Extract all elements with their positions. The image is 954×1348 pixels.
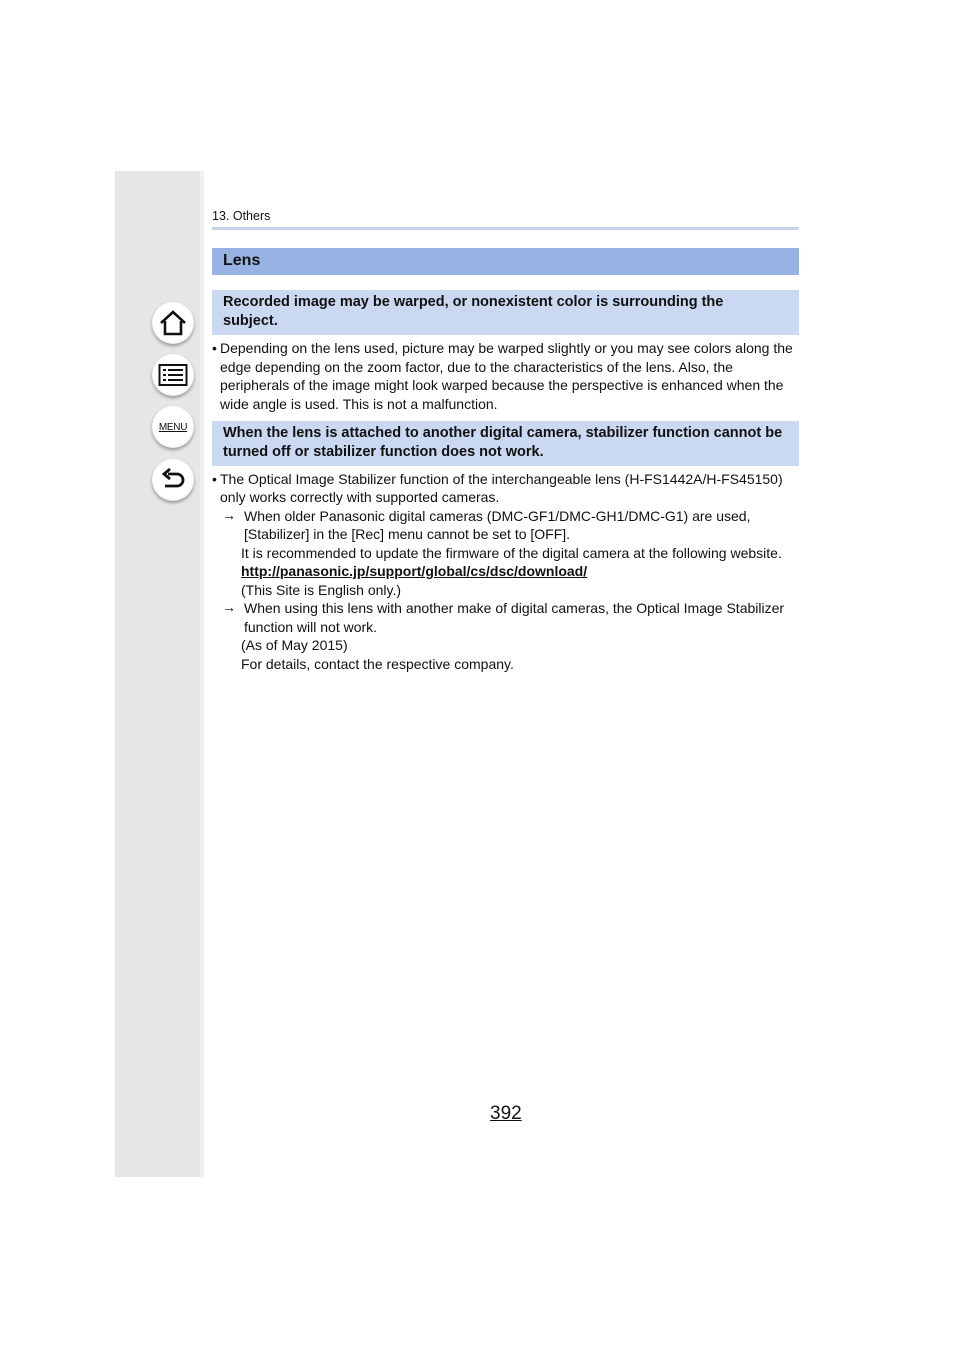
text-line: It is recommended to update the firmware of the digital camera at the following website. [241,545,782,561]
subheading-line: When the lens is attached to another digital camera, stabilizer function cannot be [223,425,783,441]
contents-button[interactable] [152,354,194,396]
bullet: • [212,340,217,356]
text-line: When older Panasonic digital cameras (DMC-GF1/DMC-GH1/DMC-G1) are used, [244,508,751,524]
back-button[interactable] [152,459,194,501]
subheading-line: Recorded image may be warped, or nonexistent color is surrounding the [223,294,724,310]
text-line: When using this lens with another make of digital cameras, the Optical Image Stabilizer [244,600,785,616]
text-line: only works correctly with supported cameras. [220,489,500,505]
breadcrumb: 13. Others [212,209,271,223]
text-line: For details, contact the respective company. [241,656,514,672]
text-line: The Optical Image Stabilizer function of the interchangeable lens (H-FS1442A/H-FS45150) [220,471,783,487]
back-arrow-icon [159,467,187,493]
paragraph-text: Depending on the lens used, picture may be warped slightly or you may see colors along the edge depending on the zoom factor, due to the characteristics of the lens. Also, the peripherals of the image might look warped because the perspective is enhanced when the wide angle is used. This is not a malfunction. [220,340,793,412]
subheading-warped-image [212,290,799,335]
menu-button[interactable] [152,406,194,448]
section-title: Lens [223,252,261,269]
arrow-icon: → [222,507,236,523]
text-line: (As of May 2015) [241,637,348,653]
bullet: • [212,471,217,487]
sidebar-edge [200,171,204,1177]
support-link[interactable]: http://panasonic.jp/support/global/cs/dsc/download/ [241,563,588,579]
text-line: [Stabilizer] in the [Rec] menu cannot be set to [OFF]. [244,526,571,542]
section-header [212,248,799,275]
subheading-line: turned off or stabilizer function does not work. [223,444,544,460]
subheading-line: subject. [223,313,278,329]
arrow-icon: → [222,599,236,615]
menu-icon: MENU [158,421,188,433]
subheading-stabilizer [212,421,799,466]
home-icon [158,309,188,337]
text-line: function will not work. [244,619,378,635]
text-line: (This Site is English only.) [241,582,402,598]
paragraph-warped-image [212,339,802,413]
list-icon [158,363,188,387]
header-rule [212,227,799,230]
home-button[interactable] [152,302,194,344]
page-number: 392 [490,1103,522,1124]
